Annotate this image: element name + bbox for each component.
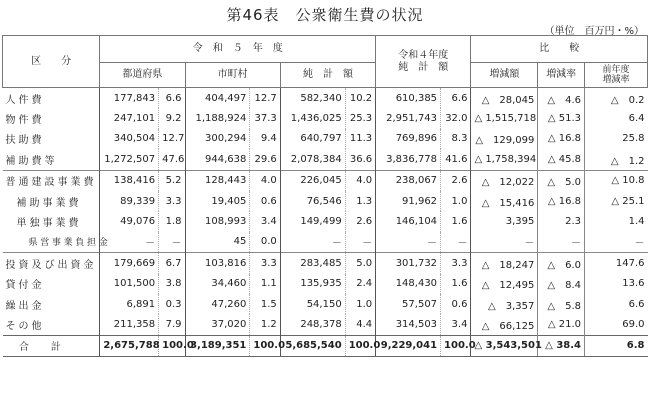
cell-chg: △ 28,045 [471, 88, 538, 109]
cell-pref-pct: 3.8 [159, 274, 185, 294]
cell-r4: － [376, 232, 441, 253]
cell-pref: 177,843 [100, 88, 159, 109]
cell-muni: 944,638 [185, 149, 250, 170]
cell-prev: 13.6 [585, 274, 648, 294]
header-prev-rate-text: 前年度 増減率 [602, 64, 630, 85]
cell-muni-pct: 3.4 [250, 211, 280, 231]
cell-r4: 769,896 [376, 129, 441, 149]
cell-chg: 3,395 [471, 211, 538, 231]
cell-r4: 301,732 [376, 253, 441, 274]
table-row [3, 253, 648, 274]
row-label: 普通建設事業費 [3, 170, 100, 191]
cell-r4-pct: 0.6 [441, 294, 471, 314]
cell-muni: 108,993 [185, 211, 250, 231]
cell-prev: △ 0.2 [585, 88, 648, 109]
cell-r4-pct: 1.0 [441, 191, 471, 211]
cell-pref: 101,500 [100, 274, 159, 294]
cell-prev: △ 25.1 [585, 191, 648, 211]
cell-muni-pct: 37.3 [250, 108, 280, 128]
row-label: 人件費 [5, 94, 45, 106]
cell-r4: 2,951,743 [376, 108, 441, 128]
cell-net: 135,935 [280, 274, 345, 294]
cell-pref: － [100, 232, 159, 253]
cell-pref-pct: 5.2 [159, 170, 185, 191]
cell-muni: 19,405 [185, 191, 250, 211]
cell-net-pct: 10.2 [345, 88, 375, 109]
cell-r4-pct: 32.0 [441, 108, 471, 128]
cell-muni-pct: 4.0 [250, 170, 280, 191]
header-prev-rate [585, 63, 648, 88]
cell-prev: △ 10.8 [585, 170, 648, 191]
row-label: 扶助費 [5, 135, 45, 147]
cell-muni-pct: 1.5 [250, 294, 280, 314]
table-row [3, 211, 648, 231]
table-row [3, 294, 648, 314]
cell-net-pct: 100.0 [345, 335, 375, 356]
cell-muni-pct: 1.1 [250, 274, 280, 294]
table-body [3, 88, 648, 357]
cell-muni: 404,497 [185, 88, 250, 109]
cell-pref-pct: 47.6 [159, 149, 185, 170]
cell-net-pct: 1.0 [345, 294, 375, 314]
cell-muni-pct: 0.0 [250, 232, 280, 253]
header-r4-text: 令和４年度 純 計 額 [398, 50, 449, 73]
cell-muni: 128,443 [185, 170, 250, 191]
cell-muni: 34,460 [185, 274, 250, 294]
cell-prev: 6.8 [585, 335, 648, 356]
cell-chg: △ 12,495 [471, 274, 538, 294]
cell-r4-pct: 1.6 [441, 211, 471, 231]
cell-r4: 3,836,778 [376, 149, 441, 170]
cell-chg: △ 1,758,394 [471, 149, 538, 170]
cell-chg: △ 12,022 [471, 170, 538, 191]
header-r4 [376, 36, 471, 88]
cell-net-pct: 36.6 [345, 149, 375, 170]
cell-prev: 25.8 [585, 129, 648, 149]
cell-net: 76,546 [280, 191, 345, 211]
cell-pref: 179,669 [100, 253, 159, 274]
table-row [3, 232, 648, 253]
cell-pref: 49,076 [100, 211, 159, 231]
cell-pref-pct: 100.0 [159, 335, 185, 356]
cell-pref-pct: 6.6 [159, 88, 185, 109]
cell-prev: － [585, 232, 648, 253]
cell-r4-pct: 1.6 [441, 274, 471, 294]
row-label: その他 [5, 320, 45, 332]
header-municipality: 市町村 [185, 63, 280, 88]
cell-rate: △ 4.6 [538, 88, 585, 109]
row-label: 合計 [3, 335, 100, 356]
cell-rate: △ 51.3 [538, 108, 585, 128]
cell-net-pct: 25.3 [345, 108, 375, 128]
cell-muni-pct: 0.6 [250, 191, 280, 211]
cell-chg: △ 15,416 [471, 191, 538, 211]
cell-r4-pct: 3.4 [441, 314, 471, 335]
cell-muni-pct: 100.0 [250, 335, 280, 356]
cell-muni: 47,260 [185, 294, 250, 314]
cell-r4: 57,507 [376, 294, 441, 314]
unit-label: （単位 百万円・%） [544, 26, 644, 37]
cell-muni: 45 [185, 232, 250, 253]
cell-muni-pct: 3.3 [250, 253, 280, 274]
cell-muni-pct: 12.7 [250, 88, 280, 109]
cell-prev: 6.6 [585, 294, 648, 314]
cell-net: 149,499 [280, 211, 345, 231]
header-r5: 令 和 ５ 年 度 [100, 36, 376, 63]
table-row [3, 149, 648, 170]
table-row [3, 274, 648, 294]
cell-prev: 69.0 [585, 314, 648, 335]
cell-prev: 1.4 [585, 211, 648, 231]
cell-pref: 1,272,507 [100, 149, 159, 170]
cell-muni: 1,188,924 [185, 108, 250, 128]
row-label: 投資及び出資金 [3, 253, 100, 274]
row-label: 県営事業負担金 [28, 238, 111, 249]
header-rate: 増減率 [538, 63, 585, 88]
cell-pref-pct: 3.3 [159, 191, 185, 211]
row-label: 貸付金 [5, 280, 45, 292]
cell-chg: △ 66,125 [471, 314, 538, 335]
header-prefecture: 都道府県 [100, 63, 185, 88]
table-row [3, 335, 648, 356]
cell-net-pct: 5.0 [345, 253, 375, 274]
cell-net: 2,078,384 [280, 149, 345, 170]
table-row [3, 170, 648, 191]
page-title: 第46表 公衆衛生費の状況 [226, 6, 424, 24]
cell-net-pct: 4.4 [345, 314, 375, 335]
cell-rate: 2.3 [538, 211, 585, 231]
row-label: 補助事業費 [16, 197, 82, 209]
cell-muni: 103,816 [185, 253, 250, 274]
cell-net: 582,340 [280, 88, 345, 109]
cell-net-pct: 2.4 [345, 274, 375, 294]
cell-net: 248,378 [280, 314, 345, 335]
cell-rate: △ 21.0 [538, 314, 585, 335]
header-compare: 比 較 [471, 36, 648, 63]
cell-rate: △ 45.8 [538, 149, 585, 170]
table-row [3, 314, 648, 335]
public-health-expense-table [2, 35, 648, 357]
cell-muni: 300,294 [185, 129, 250, 149]
header-category: 区 分 [3, 36, 100, 88]
cell-pref-pct: 6.7 [159, 253, 185, 274]
cell-muni-pct: 29.6 [250, 149, 280, 170]
table-row [3, 191, 648, 211]
cell-pref-pct: 9.2 [159, 108, 185, 128]
row-label: 補助費等 [5, 155, 58, 167]
cell-rate: △ 5.0 [538, 170, 585, 191]
cell-chg: － [471, 232, 538, 253]
cell-muni-pct: 9.4 [250, 129, 280, 149]
cell-rate: △ 16.8 [538, 129, 585, 149]
cell-net: 1,436,025 [280, 108, 345, 128]
cell-net-pct: 2.6 [345, 211, 375, 231]
cell-pref: 138,416 [100, 170, 159, 191]
row-label: 繰出金 [5, 300, 45, 312]
cell-net: 640,797 [280, 129, 345, 149]
cell-r4: 91,962 [376, 191, 441, 211]
row-label: 物件費 [5, 115, 45, 127]
cell-prev: △ 1.2 [585, 149, 648, 170]
cell-chg: △ 1,515,718 [471, 108, 538, 128]
cell-r4: 314,503 [376, 314, 441, 335]
cell-r4-pct: 2.6 [441, 170, 471, 191]
cell-net-pct: 11.3 [345, 129, 375, 149]
cell-chg: △ 3,543,501 [471, 335, 538, 356]
cell-net: 5,685,540 [280, 335, 345, 356]
cell-r4-pct: 3.3 [441, 253, 471, 274]
cell-net: － [280, 232, 345, 253]
cell-net-pct: 4.0 [345, 170, 375, 191]
cell-net-pct: － [345, 232, 375, 253]
cell-chg: △ 18,247 [471, 253, 538, 274]
cell-chg: △ 129,099 [471, 129, 538, 149]
cell-pref-pct: 7.9 [159, 314, 185, 335]
table-row [3, 108, 648, 128]
table-row [3, 129, 648, 149]
header-net-total: 純 計 額 [280, 63, 375, 88]
cell-pref-pct: 0.3 [159, 294, 185, 314]
cell-rate: △ 6.0 [538, 253, 585, 274]
cell-prev: 6.4 [585, 108, 648, 128]
cell-r4-pct: 41.6 [441, 149, 471, 170]
cell-pref: 211,358 [100, 314, 159, 335]
cell-r4: 148,430 [376, 274, 441, 294]
cell-r4-pct: － [441, 232, 471, 253]
cell-r4-pct: 6.6 [441, 88, 471, 109]
cell-pref-pct: 12.7 [159, 129, 185, 149]
header-change: 増減額 [471, 63, 538, 88]
cell-net: 283,485 [280, 253, 345, 274]
cell-rate: △ 16.8 [538, 191, 585, 211]
cell-r4-pct: 8.3 [441, 129, 471, 149]
cell-r4: 238,067 [376, 170, 441, 191]
cell-muni: 37,020 [185, 314, 250, 335]
row-label: 単独事業費 [16, 218, 82, 230]
cell-r4: 146,104 [376, 211, 441, 231]
cell-net: 226,045 [280, 170, 345, 191]
cell-chg: △ 3,357 [471, 294, 538, 314]
cell-pref: 247,101 [100, 108, 159, 128]
table-row [3, 88, 648, 109]
cell-muni: 3,189,351 [185, 335, 250, 356]
cell-pref: 340,504 [100, 129, 159, 149]
cell-r4-pct: 100.0 [441, 335, 471, 356]
cell-pref-pct: － [159, 232, 185, 253]
cell-pref: 6,891 [100, 294, 159, 314]
cell-prev: 147.6 [585, 253, 648, 274]
cell-r4: 9,229,041 [376, 335, 441, 356]
cell-pref: 2,675,788 [100, 335, 159, 356]
cell-muni-pct: 1.2 [250, 314, 280, 335]
cell-net-pct: 1.3 [345, 191, 375, 211]
cell-rate: △ 5.8 [538, 294, 585, 314]
cell-rate: △ 38.4 [538, 335, 585, 356]
cell-rate: △ 8.4 [538, 274, 585, 294]
cell-net: 54,150 [280, 294, 345, 314]
cell-pref-pct: 1.8 [159, 211, 185, 231]
cell-rate: － [538, 232, 585, 253]
cell-r4: 610,385 [376, 88, 441, 109]
cell-pref: 89,339 [100, 191, 159, 211]
